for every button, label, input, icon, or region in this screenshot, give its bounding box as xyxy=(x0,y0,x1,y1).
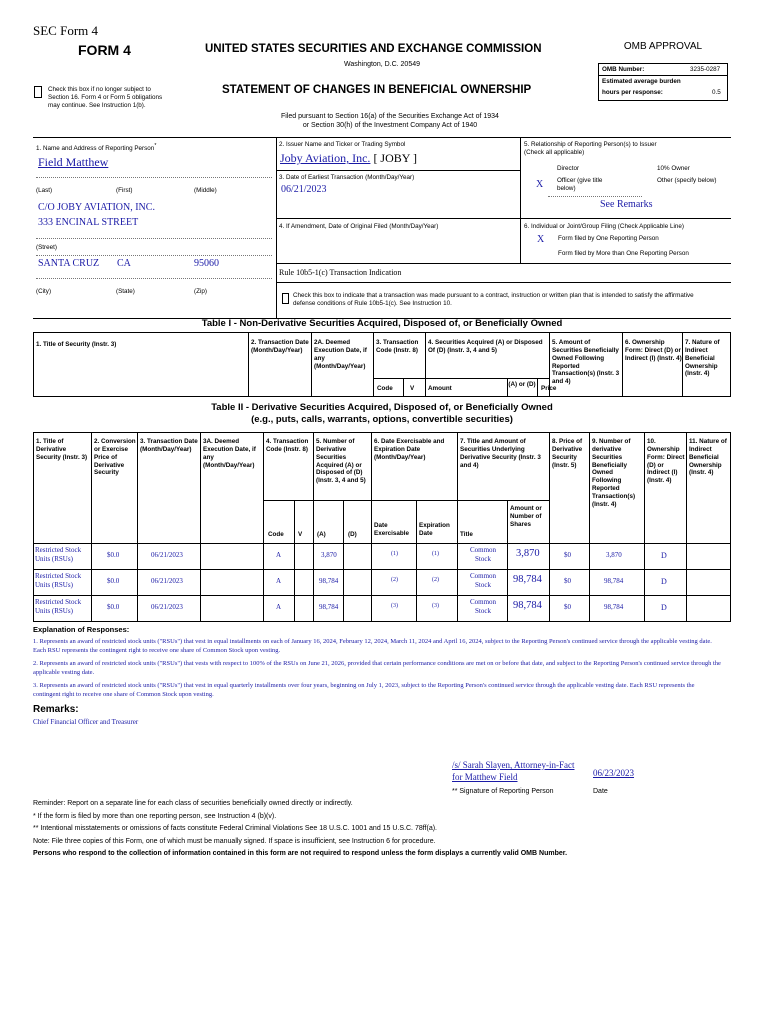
omb-number-value: 3235-0287 xyxy=(690,66,721,73)
t1-h7: 7. Nature of Indirect Beneficial Ownership (Instr. 4) xyxy=(685,339,720,378)
t1-h1: 1. Title of Security (Instr. 3) xyxy=(36,341,117,348)
footer-note-3: Note: File three copies of this Form, one of which must be manually signed. If space is insufficient, see Instruction 6 for procedure. xyxy=(33,838,436,845)
filed-pursuant xyxy=(230,112,550,130)
row-price8: $0 xyxy=(564,577,571,585)
box6-label: 6. Individual or Joint/Group Filing (Check Applicable Line) xyxy=(524,223,684,230)
row-price: $0.0 xyxy=(107,603,120,611)
row-a: 98,784 xyxy=(319,603,339,611)
t2-h3: 3. Transaction Date (Month/Day/Year) xyxy=(140,438,198,453)
row-title: Restricted Stock Units (RSUs) xyxy=(35,572,82,589)
row-date: 06/21/2023 xyxy=(151,551,183,559)
row-date: 06/21/2023 xyxy=(151,603,183,611)
row-price: $0.0 xyxy=(107,551,120,559)
commission-title: UNITED STATES SECURITIES AND EXCHANGE COMMISSION xyxy=(205,43,542,55)
footer-note-1: * If the form is filed by more than one reporting person, see Instruction 4 (b)(v). xyxy=(33,813,277,820)
form-title: FORM 4 xyxy=(78,42,131,58)
page-label: SEC Form 4 xyxy=(33,23,99,38)
row-owned: 3,870 xyxy=(606,551,622,559)
street-line-1: C/O JOBY AVIATION, INC. xyxy=(38,202,155,213)
row-code: A xyxy=(276,603,282,611)
box5-sub: (Check all applicable) xyxy=(524,148,585,156)
state-label: (State) xyxy=(116,288,135,295)
row-code: A xyxy=(276,551,282,559)
one-person-label: Form filed by One Reporting Person xyxy=(558,235,659,242)
t2-h9: 9. Number of derivative Securities Beneficially Owned Following Reported Transaction(s) (Instr. 4) xyxy=(592,438,636,508)
explanation-title: Explanation of Responses: xyxy=(33,625,130,634)
t1-h3: 3. Transaction Code (Instr. 8) xyxy=(376,339,419,354)
officer-label: Officer (give title below) xyxy=(557,177,603,192)
t2-date-exercisable: Date Exercisable xyxy=(374,522,410,537)
t2-h7: 7. Title and Amount of Securities Underlying Derivative Security (Instr. 3 and 4) xyxy=(460,438,541,469)
box1-label xyxy=(36,143,156,153)
row-price: $0.0 xyxy=(107,577,120,585)
t2-d: (D) xyxy=(348,531,357,538)
row-owned: 98,784 xyxy=(604,603,624,611)
row-owned: 98,784 xyxy=(604,577,624,585)
t1-h2: 2. Transaction Date (Month/Day/Year) xyxy=(251,339,309,354)
t2-h4: 4. Transaction Code (Instr. 8) xyxy=(266,438,309,453)
row-price8: $0 xyxy=(564,551,571,559)
box2-label: 2. Issuer Name and Ticker or Trading Symbol xyxy=(279,141,406,148)
city: SANTA CRUZ xyxy=(38,258,100,269)
middle-label: (Middle) xyxy=(194,187,217,194)
earliest-transaction-date: 06/21/2023 xyxy=(281,184,327,195)
row-date: 06/21/2023 xyxy=(151,577,183,585)
street-label: (Street) xyxy=(36,244,57,251)
row-exp: (3) xyxy=(432,603,439,609)
reporting-person-name[interactable]: Field Matthew xyxy=(38,155,109,169)
ticker: [ JOBY ] xyxy=(373,151,417,165)
row-exp: (2) xyxy=(432,577,439,583)
row-form: D xyxy=(661,551,667,560)
issuer-link[interactable]: Joby Aviation, Inc. xyxy=(280,151,371,165)
row-title: Restricted Stock Units (RSUs) xyxy=(35,598,82,615)
more-persons-label: Form filed by More than One Reporting Person xyxy=(558,250,689,257)
one-person-mark[interactable]: X xyxy=(537,234,545,245)
explanation-1: 1. Represents an award of restricted stock units ("RSUs") that vest in equal installments on each of January 16, 2024, February 12, 2024, March 11, 2024 and April 16, 2024, subject to the Reporting Person's continued service through the applicable vesting date. Each RSU represents the contingent right to receive one share of Common Stock upon vesting. xyxy=(33,638,712,654)
row-underlying: Common Stock xyxy=(469,546,497,563)
row-form: D xyxy=(661,603,667,612)
filed-pursuant-line-2: or Section 30(h) of the Investment Company Act of 1940 xyxy=(302,122,478,130)
t2-h3a: 3A. Deemed Execution Date, if any (Month/Day/Year) xyxy=(203,438,256,469)
t2-expiration: Expiration Date xyxy=(419,522,450,537)
zip: 95060 xyxy=(194,258,219,269)
t1-v: V xyxy=(410,385,415,392)
rule-text: Check this box to indicate that a transaction was made pursuant to a contract, instruction or written plan that is intended to satisfy the affirmative defense conditions of Rule 10b5-1(c). See Instruction 10. xyxy=(293,292,694,307)
row-price8: $0 xyxy=(564,603,571,611)
date-label: Date xyxy=(593,788,608,795)
box1-label-text: 1. Name and Address of Reporting Person xyxy=(36,145,155,153)
city-label: (City) xyxy=(36,288,52,295)
street-line-2: 333 ENCINAL STREET xyxy=(38,217,139,228)
t1-h5: 5. Amount of Securities Beneficially Owned Following Reported Transaction(s) (Instr. 3 and 4) xyxy=(552,339,620,386)
t2-amount-shares: Amount or Number of Shares xyxy=(510,505,542,528)
box3-label: 3. Date of Earliest Transaction (Month/Day/Year) xyxy=(279,174,415,181)
row-form: D xyxy=(661,577,667,586)
filed-pursuant-line-1: Filed pursuant to Section 16(a) of the Securities Exchange Act of 1934 xyxy=(281,113,499,120)
footer-reminder: Reminder: Report on a separate line for each class of securities beneficially owned directly or indirectly. xyxy=(33,800,353,807)
state: CA xyxy=(117,258,131,269)
rule-label: Rule 10b5-1(c) Transaction Indication xyxy=(279,268,402,277)
remarks-title: Remarks: xyxy=(33,704,79,715)
row-underlying: Common Stock xyxy=(469,598,497,615)
last-label: (Last) xyxy=(36,187,53,194)
no-longer-subject-checkbox[interactable] xyxy=(34,86,42,98)
t2-h10: 10. Ownership Form: Direct (D) or Indirect (I) (Instr. 4) xyxy=(647,438,685,485)
row-shares: 98,784 xyxy=(513,600,542,611)
row-exp: (1) xyxy=(432,551,439,557)
remarks-text: Chief Financial Officer and Treasurer xyxy=(33,718,139,726)
row-ex: (2) xyxy=(391,577,398,583)
ten-percent-owner-label: 10% Owner xyxy=(657,165,690,172)
omb-hours-value: 0.5 xyxy=(712,89,721,96)
rule-checkbox[interactable] xyxy=(282,293,289,304)
t2-title: Title xyxy=(460,531,473,538)
t2-h8: 8. Price of Derivative Security (Instr. 5) xyxy=(552,438,583,469)
t2-a: (A) xyxy=(317,531,326,538)
table-row xyxy=(33,543,731,569)
box4-label: 4. If Amendment, Date of Original Filed (Month/Day/Year) xyxy=(279,223,439,230)
t1-h4: 4. Securities Acquired (A) or Disposed Of (D) (Instr. 3, 4 and 5) xyxy=(428,339,543,354)
t2-v: V xyxy=(298,531,303,538)
row-a: 3,870 xyxy=(321,551,337,559)
row-a: 98,784 xyxy=(319,577,339,585)
table-row xyxy=(33,595,731,621)
t1-price: Price xyxy=(541,385,557,392)
t1-h6: 6. Ownership Form: Direct (D) or Indirect (I) (Instr. 4) xyxy=(625,339,682,362)
t1-code: Code xyxy=(377,385,393,392)
other-label: Other (specify below) xyxy=(657,177,717,184)
footer-note-2: ** Intentional misstatements or omissions of facts constitute Federal Criminal Violations See 18 U.S.C. 1001 and 15 U.S.C. 78ff(a). xyxy=(33,825,437,832)
t2-code: Code xyxy=(268,531,284,538)
row-shares: 3,870 xyxy=(516,548,540,559)
see-remarks: See Remarks xyxy=(600,199,653,210)
box5-label-text: 5. Relationship of Reporting Person(s) to Issuer xyxy=(524,141,657,148)
box5-label xyxy=(524,141,729,157)
zip-label: (Zip) xyxy=(194,288,207,295)
table2-title xyxy=(33,402,731,426)
t2-h2: 2. Conversion or Exercise Price of Derivative Security xyxy=(94,438,136,477)
t2-h6: 6. Date Exercisable and Expiration Date (Month/Day/Year) xyxy=(374,438,445,461)
director-label: Director xyxy=(557,165,580,172)
location: Washington, D.C. 20549 xyxy=(344,61,421,68)
table2-title-2: (e.g., puts, calls, warrants, options, convertible securities) xyxy=(251,413,513,425)
row-title: Restricted Stock Units (RSUs) xyxy=(35,546,82,563)
omb-title: OMB APPROVAL xyxy=(623,41,703,52)
row-underlying: Common Stock xyxy=(469,572,497,589)
t2-h1: 1. Title of Derivative Security (Instr. 3) xyxy=(36,438,88,461)
row-ex: (3) xyxy=(391,603,398,609)
omb-approval xyxy=(598,41,728,52)
signature: /s/ Sarah Slayen, Attorney-in-Fact for Matthew Field xyxy=(452,760,575,782)
row-ex: (1) xyxy=(391,551,398,557)
officer-mark[interactable]: X xyxy=(536,179,544,190)
table2-title-1: Table II - Derivative Securities Acquired, Disposed of, or Beneficially Owned xyxy=(211,402,553,413)
t2-h11: 11. Nature of Indirect Beneficial Ownership (Instr. 4) xyxy=(689,438,727,477)
checkbox-text: Check this box if no longer subject to Section 16. Form 4 or Form 5 obligations may continue. See Instruction 1(b). xyxy=(48,86,163,109)
box1-star: * xyxy=(154,143,157,149)
omb-burden-label: Estimated average burden xyxy=(602,78,681,85)
footer-omb-notice: Persons who respond to the collection of information contained in this form are not required to respond unless the form displays a currently valid OMB Number. xyxy=(33,850,568,857)
explanation-2: 2. Represents an award of restricted stock units ("RSUs") that vests with respect to 100% of the RSUs on June 21, 2026, provided that certain performance conditions are met on or before that date, and subject to the Reporting Person's continued service through the applicable vesting date. xyxy=(33,660,721,676)
t1-h2a: 2A. Deemed Execution Date, if any (Month/Day/Year) xyxy=(314,339,367,370)
statement-title: STATEMENT OF CHANGES IN BENEFICIAL OWNERSHIP xyxy=(222,84,532,96)
row-shares: 98,784 xyxy=(513,574,542,585)
explanation-3: 3. Represents an award of restricted stock units ("RSUs") that vest in equal quarterly installments over four years, beginning on July 1, 2023, subject to the Reporting Person's continued service through the applicable vesting date. Each RSU represents the contingent right to receive one share of Common Stock upon vesting. xyxy=(33,682,695,698)
omb-number-label: OMB Number: xyxy=(602,66,645,73)
table-row xyxy=(33,569,731,595)
t1-aord: (A) or (D) xyxy=(508,381,536,388)
omb-hours-label: hours per response: xyxy=(602,89,663,96)
first-label: (First) xyxy=(116,187,133,194)
table1-title: Table I - Non-Derivative Securities Acquired, Disposed of, or Beneficially Owned xyxy=(201,318,563,329)
t1-amount: Amount xyxy=(428,385,452,392)
issuer xyxy=(280,151,417,166)
signature-label: ** Signature of Reporting Person xyxy=(452,788,554,795)
signature-date: 06/23/2023 xyxy=(593,768,635,778)
row-code: A xyxy=(276,577,282,585)
t2-h5: 5. Number of Derivative Securities Acquired (A) or Disposed of (D) (Instr. 3, 4 and 5) xyxy=(316,438,366,485)
